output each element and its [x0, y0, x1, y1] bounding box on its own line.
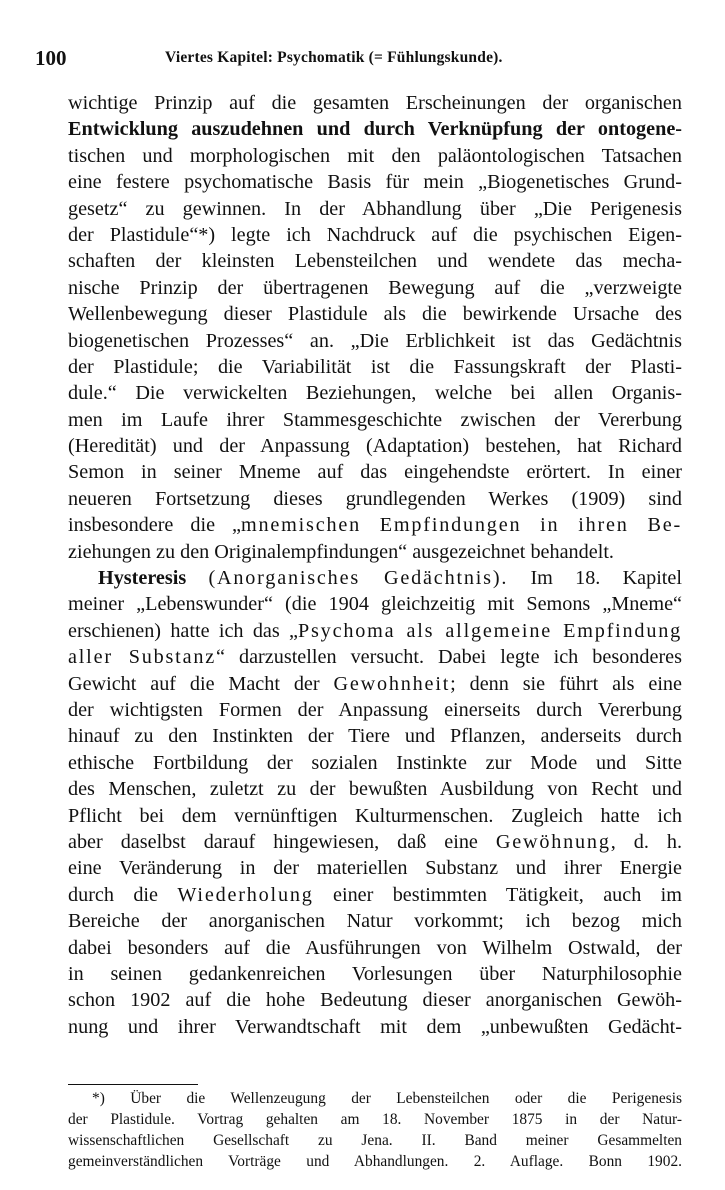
running-head: Viertes Kapitel: Psychomatik (= Fühlungskunde).: [165, 49, 503, 66]
text-line: schaften der kleinsten Lebensteilchen und wendete das mecha-: [68, 250, 682, 273]
text-line: der Plastidule“*) legte ich Nachdruck auf die psychischen Eigen-: [68, 223, 682, 246]
spaced-emphasis: (Anorganisches Gedächtnis).: [208, 567, 509, 590]
text-run: einer bestimmten Tätigkeit, auch im: [313, 883, 682, 906]
footnote-line: wissenschaftlichen Gesellschaft zu Jena. II. Band meiner Gesammelten: [68, 1132, 682, 1149]
text-line: [68, 829, 682, 855]
text-run: Gewicht auf die Macht der: [68, 672, 334, 695]
text-line: hinauf zu den Instinkten der Tiere und Pflanzen, anderseits durch: [68, 725, 682, 748]
text-line: ethische Fortbildung der sozialen Instinkte zur Mode und Sitte: [68, 751, 682, 774]
page-number: 100: [35, 46, 67, 70]
text-run: insbesondere die „: [68, 514, 241, 537]
text-line: ziehungen zu den Originalempfindungen“ ausgezeichnet behandelt.: [68, 540, 614, 563]
text-line: Semon in seiner Mneme auf das eingehendste erörtert. In einer: [68, 461, 682, 484]
body-text: [68, 90, 682, 1040]
text-line: des Menschen, zuletzt zu der bewußten Ausbildung von Recht und: [68, 778, 682, 801]
text-line: tischen und morphologischen mit den paläontologischen Tatsachen: [68, 144, 682, 167]
text-run: “ darzustellen versucht. Dabei legte ich besonderes: [216, 646, 682, 669]
text-line: men im Laufe ihrer Stammesgeschichte zwischen der Vererbung: [68, 408, 682, 431]
spaced-emphasis: Gewohnheit: [333, 672, 451, 695]
text-line: schon 1902 auf die hohe Bedeutung dieser anorganischen Gewöh-: [68, 989, 682, 1012]
text-run: durch die: [68, 883, 178, 906]
text-line: [68, 671, 682, 697]
text-line: eine festere psychomatische Basis für mein „Biogenetisches Grund-: [68, 171, 682, 194]
text-line: eine Veränderung in der materiellen Substanz und ihrer Energie: [68, 857, 682, 880]
text-line: dabei besonders auf die Ausführungen von Wilhelm Ostwald, der: [68, 936, 682, 959]
text-line: Bereiche der anorganischen Natur vorkommt; ich bezog mich: [68, 910, 682, 933]
text-line: der Plastidule; die Variabilität ist die Fassungskraft der Plasti-: [68, 355, 682, 378]
text-line: meiner „Lebenswunder“ (die 1904 gleichzeitig mit Semons „Mneme“: [68, 593, 682, 616]
text-run: , d. h.: [610, 830, 682, 853]
text-line: dule.“ Die verwickelten Beziehungen, welche bei allen Organis-: [68, 382, 682, 405]
text-run: Im 18. Kapitel: [508, 567, 682, 590]
text-line: [68, 644, 682, 670]
text-line: gesetz“ zu gewinnen. In der Abhandlung über „Die Perigenesis: [68, 197, 682, 220]
text-line: nung und ihrer Verwandtschaft mit dem „unbewußten Gedächt-: [68, 1015, 682, 1038]
footnote-line: der Plastidule. Vortrag gehalten am 18. November 1875 in der Natur-: [68, 1111, 682, 1128]
spaced-emphasis: Wiederholung: [177, 883, 314, 906]
footnote-line: *) Über die Wellenzeugung der Lebensteilchen oder die Perigenesis: [92, 1090, 682, 1107]
text-line: [68, 618, 682, 644]
text-line: Wellenbewegung dieser Plastidule als die bewirkende Ursache des: [68, 303, 682, 326]
spaced-emphasis: aller Substanz: [68, 646, 216, 669]
page-header: [35, 46, 685, 72]
text-run: aber daselbst darauf hingewiesen, daß eine: [68, 830, 496, 853]
paragraph-heading: Hysteresis: [98, 567, 187, 590]
paragraph-heading-line: [68, 565, 682, 591]
text-line: [68, 512, 682, 538]
footnote-divider: [68, 1084, 198, 1085]
footnote: [68, 1088, 682, 1172]
text-line: wichtige Prinzip auf die gesamten Erscheinungen der organischen: [68, 92, 682, 114]
text-line: in seinen gedankenreichen Vorlesungen über Naturphilosophie: [68, 962, 682, 985]
text-line: neueren Fortsetzung dieses grundlegenden Werkes (1909) sind: [68, 487, 682, 510]
text-line: der wichtigsten Formen der Anpassung einerseits durch Vererbung: [68, 698, 682, 721]
text-line: biogenetischen Prozesses“ an. „Die Erblichkeit ist das Gedächtnis: [68, 329, 682, 352]
text-run: ; denn sie führt als eine: [450, 672, 682, 695]
text-line: [68, 882, 682, 908]
text-line: Entwicklung auszudehnen und durch Verknüpfung der ontogene-: [68, 118, 682, 141]
spaced-emphasis: Gewöhnung: [495, 830, 611, 853]
text-line: nische Prinzip der übertragenen Bewegung auf die „verzweigte: [68, 276, 682, 299]
text-line: Pflicht bei dem vernünftigen Kulturmenschen. Zugleich hatte ich: [68, 804, 682, 827]
text-run: erschienen) hatte ich das „: [68, 619, 298, 642]
spaced-emphasis: mnemischen Empfindungen in ihren Be-: [240, 514, 682, 537]
spaced-emphasis: Psychoma als allgemeine Empfindung: [298, 619, 682, 642]
text-line: (Heredität) und der Anpassung (Adaptation) bestehen, hat Richard: [68, 435, 682, 458]
footnote-line: gemeinverständlichen Vorträge und Abhandlungen. 2. Auflage. Bonn 1902.: [68, 1153, 682, 1170]
